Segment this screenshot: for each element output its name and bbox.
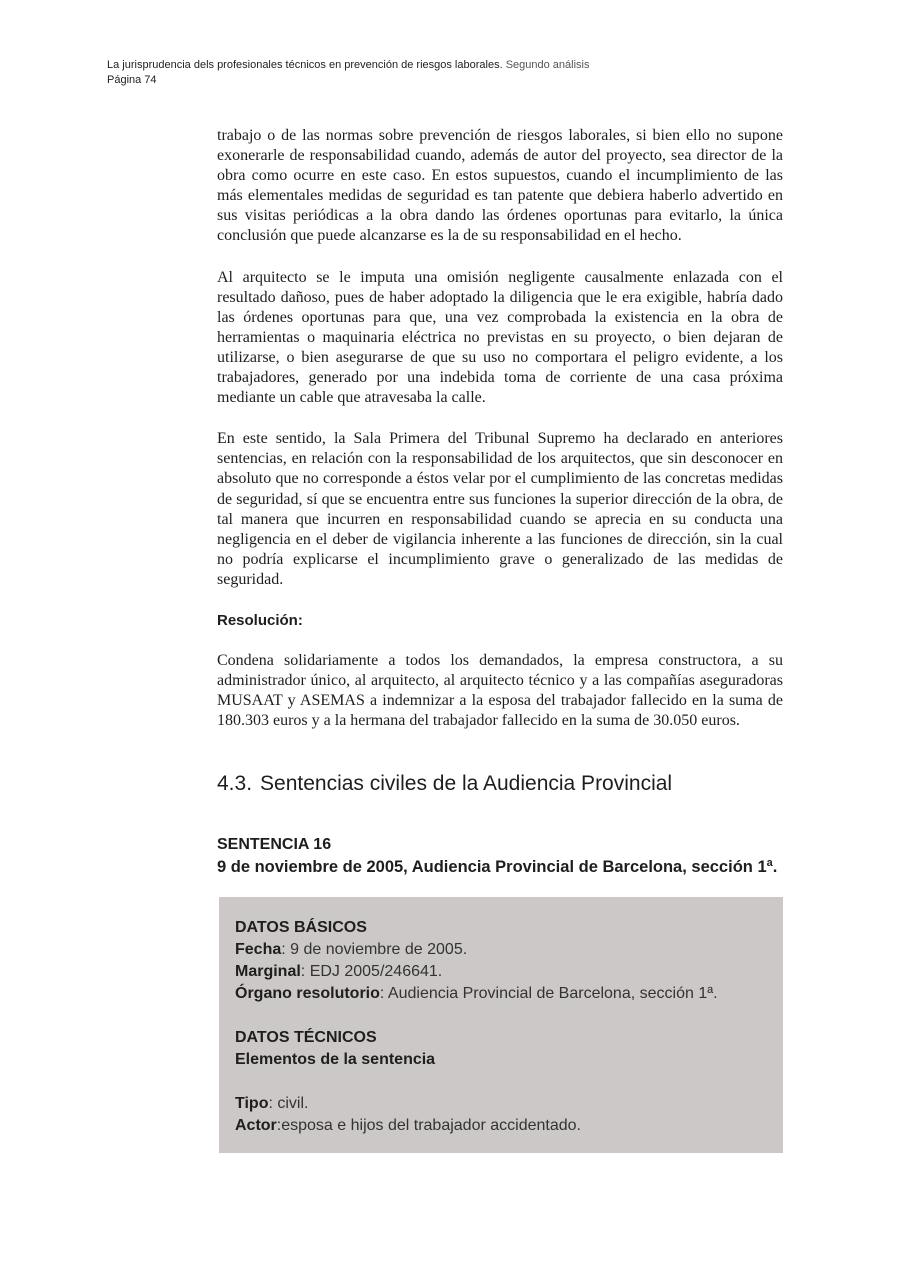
actor-row [235, 1115, 767, 1137]
datos-basicos-heading: DATOS BÁSICOS [235, 919, 367, 937]
resolucion-heading: Resolución: [217, 611, 303, 629]
fecha-label: Fecha [235, 941, 282, 959]
body-paragraph: trabajo o de las normas sobre prevención de riesgos laborales, si bien ello no supone exonerarle de responsabilidad cuando, además de autor del proyecto, sea director de la obra como ocurre en este caso. En estos supuestos, cuando el incumplimiento de las más elementales medidas de seguridad es tan patente que debiera haberlo advertido en sus visitas periódicas a la obra dando las órdenes oportunas para evitarlo, la única conclusión que puede alcanzarse es la de su responsabilidad en el hecho. [217, 127, 783, 245]
running-header [107, 58, 589, 88]
tipo-label: Tipo [235, 1095, 269, 1113]
actor-label: Actor [235, 1117, 277, 1135]
organo-row [235, 983, 767, 1005]
document-subtitle: Segundo análisis [505, 59, 590, 71]
marginal-label: Marginal [235, 963, 301, 981]
body-paragraph: En este sentido, la Sala Primera del Tribunal Supremo ha declarado en anteriores sentencias, en relación con la responsabilidad de los arquitectos, que sin desconocer en absoluto que no corresponde a éstos velar por el cumplimiento de las concretas medidas de seguridad, sí que se encuentra entre sus funciones la superior dirección de la obra, de tal manera que incurren en responsabilidad cuando se aprecia en su conducta una negligencia en el deber de vigilancia inherente a las funciones de dirección, sin la cual no podría explicarse el incumplimiento grave o generalizado de las medidas de seguridad. [217, 430, 783, 588]
marginal-row [235, 961, 767, 983]
body-paragraph: Al arquitecto se le imputa una omisión negligente causalmente enlazada con el resultado dañoso, pues de haber adoptado la diligencia que le era exigible, habría dado las órdenes oportunas para que, una vez comprobada la existencia en la obra de herramientas o maquinaria eléctrica no previstas en su proyecto, o bien dejaran de utilizarse, o bien asegurarse de que su uso no comportara el peligro evidente, a los trabajadores, generado por una indebida toma de corriente de una casa próxima mediante un cable que atravesaba la calle. [217, 268, 783, 407]
actor-value: :esposa e hijos del trabajador accidentado. [276, 1117, 581, 1135]
datos-box [219, 897, 783, 1153]
organo-label: Órgano resolutorio [235, 985, 380, 1003]
fecha-row [235, 939, 767, 961]
sentencia-label: SENTENCIA 16 [217, 836, 332, 854]
section-heading [217, 771, 783, 797]
elementos-subheading: Elementos de la sentencia [235, 1051, 436, 1069]
main-content [217, 126, 783, 1153]
tipo-value: : civil. [268, 1095, 309, 1113]
tipo-row [235, 1093, 767, 1115]
sentencia-heading [217, 833, 783, 879]
sentencia-date-line: 9 de noviembre de 2005, Audiencia Provincial de Barcelona, sección 1ª. [217, 858, 778, 877]
datos-tecnicos-heading: DATOS TÉCNICOS [235, 1029, 377, 1047]
resolucion-text: Condena solidariamente a todos los demandados, la empresa constructora, a su administrador único, al arquitecto, al arquitecto técnico y a las compañías aseguradoras MUSAAT y ASEMAS a indemnizar a la esposa del trabajador fallecido en la suma de 180.303 euros y a la hermana del trabajador fallecido en la suma de 30.050 euros. [217, 651, 783, 730]
marginal-value: : EDJ 2005/246641. [300, 963, 443, 981]
section-title: Sentencias civiles de la Audiencia Provincial [260, 772, 673, 796]
page-number: Página 74 [107, 74, 157, 86]
fecha-value: : 9 de noviembre de 2005. [281, 941, 468, 959]
organo-value: : Audiencia Provincial de Barcelona, sección 1ª. [379, 985, 718, 1003]
header-title-line [107, 58, 589, 73]
section-number: 4.3. [217, 772, 253, 796]
document-title: La jurisprudencia dels profesionales técnicos en prevención de riesgos laborales. [107, 59, 503, 71]
